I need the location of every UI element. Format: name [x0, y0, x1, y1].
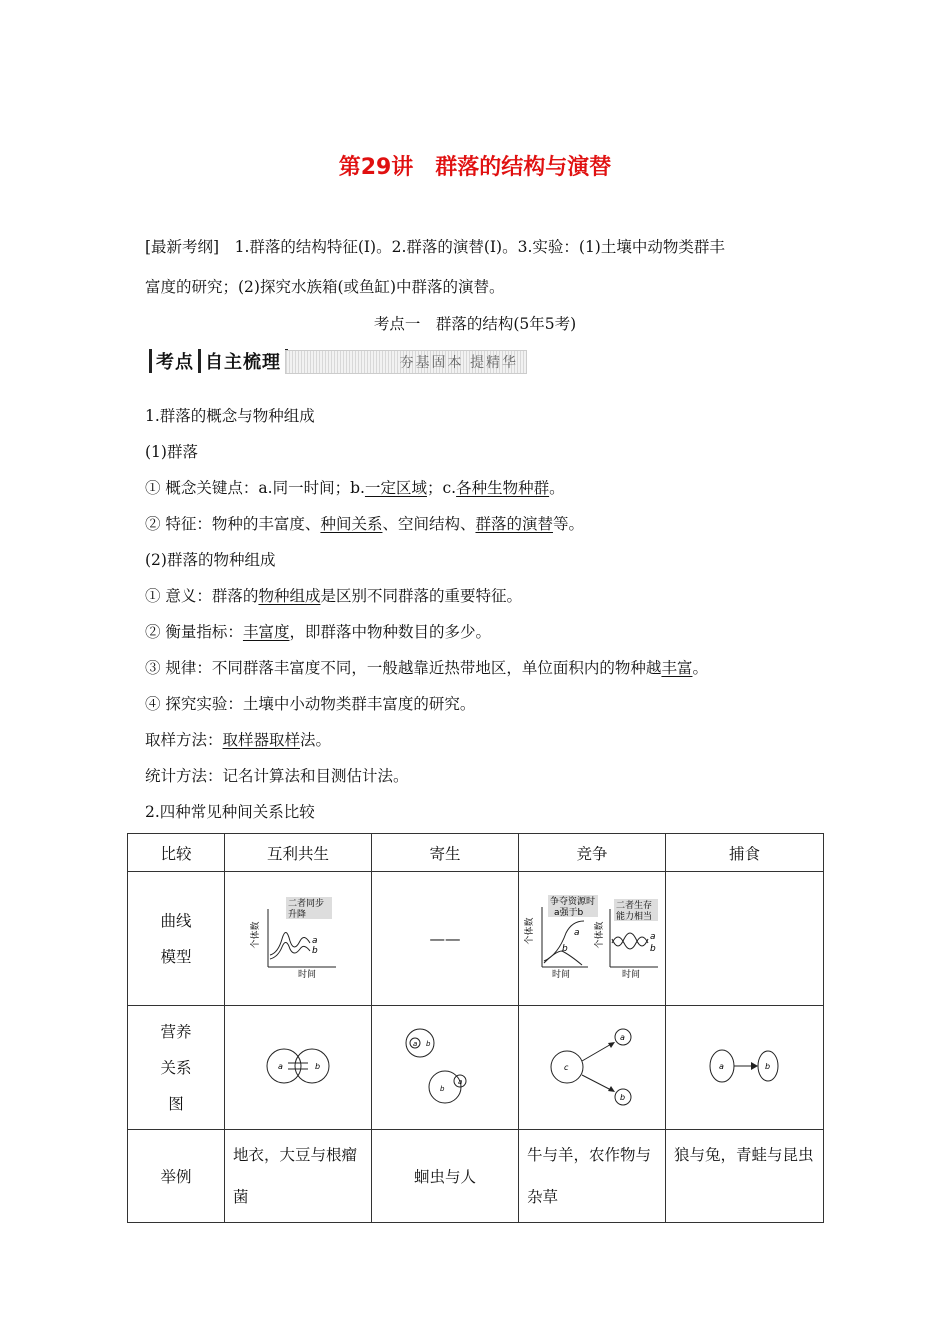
example-parasitism: 蛔虫与人 — [372, 1130, 519, 1223]
table-header-cell: 寄生 — [372, 834, 519, 872]
svg-text:b: b — [562, 943, 568, 954]
outline-line-1: [最新考纲] 1.群落的结构特征(Ⅰ)。2.群落的演替(Ⅰ)。3.实验：(1)土壤中动物类群丰 — [145, 238, 725, 256]
answer-succession: 群落的演替 — [475, 515, 553, 533]
table-header-cell: 竞争 — [519, 834, 666, 872]
experiment-line: ④ 探究实验：土壤中小动物类群丰富度的研究。 — [145, 695, 476, 713]
heading-2: 2.四种常见种间关系比较 — [145, 803, 315, 821]
competition-graph — [519, 872, 666, 1006]
answer-sampler: 取样器取样 — [222, 731, 301, 749]
heading-1-2: (2)群落的物种组成 — [145, 551, 276, 569]
answer-interspecific: 种间关系 — [320, 515, 383, 533]
row-label-example: 举例 — [128, 1130, 225, 1223]
concept-line: ① 概念关键点：a.同一时间；b.一定区域；c.各种生物种群。 — [145, 479, 565, 497]
section-banner — [145, 347, 525, 375]
competition-curve-icon — [522, 895, 662, 979]
heading-1-1: (1)群落 — [145, 443, 198, 461]
svg-text:二者同步: 二者同步 — [288, 898, 325, 909]
table-header-row — [128, 834, 824, 872]
svg-text:c: c — [564, 1062, 569, 1072]
row-label-curve: 曲线 模型 — [128, 872, 225, 1006]
svg-text:时间: 时间 — [298, 969, 317, 979]
competition-web — [519, 1006, 666, 1130]
mutualism-curve-icon — [248, 895, 348, 979]
parasitism-web — [372, 1006, 519, 1130]
table-row-curve — [128, 872, 824, 1006]
answer-richness: 丰富度 — [242, 623, 290, 641]
svg-text:时间: 时间 — [552, 969, 571, 979]
svg-text:a: a — [312, 935, 318, 946]
banner-slogan: 夯基固本 提精华 — [399, 355, 518, 371]
outline-line-2: 富度的研究；(2)探究水族箱(或鱼缸)中群落的演替。 — [145, 278, 505, 296]
page-title: 第29讲 群落的结构与演替 — [338, 155, 612, 180]
svg-text:二者生存: 二者生存 — [616, 900, 653, 911]
svg-text:时间: 时间 — [622, 969, 641, 979]
predation-diagram-icon — [700, 1036, 790, 1096]
mutualism-diagram-icon — [248, 1036, 348, 1096]
table-row-example — [128, 1130, 824, 1223]
section-heading: 考点一 群落的结构(5年5考) — [373, 315, 577, 333]
banner-strip — [285, 350, 527, 374]
svg-text:个体数: 个体数 — [525, 916, 535, 945]
svg-text:个体数: 个体数 — [595, 920, 605, 949]
parasitism-diagram-icon — [390, 1021, 500, 1111]
table-header-cell: 比较 — [128, 834, 225, 872]
sampling-line: 取样方法：取样器取样法。 — [145, 731, 332, 749]
statistics-line: 统计方法：记名计算法和目测估计法。 — [145, 767, 409, 785]
meaning-line: ① 意义：群落的物种组成是区别不同群落的重要特征。 — [145, 587, 522, 605]
answer-composition: 物种组成 — [258, 587, 321, 605]
parasitism-graph: —— — [372, 872, 519, 1006]
svg-text:b: b — [312, 945, 318, 956]
heading-1: 1.群落的概念与物种组成 — [145, 407, 315, 425]
svg-text:a: a — [718, 1061, 724, 1071]
svg-text:a: a — [413, 1039, 418, 1048]
table-header-cell: 互利共生 — [225, 834, 372, 872]
banner-label-b: 自主梳理 — [205, 352, 281, 373]
example-predation: 狼与兔，青蛙与昆虫 — [666, 1130, 824, 1223]
svg-text:b: b — [650, 943, 656, 954]
example-mutualism: 地衣，大豆与根瘤菌 — [225, 1130, 372, 1223]
table-header-cell: 捕食 — [666, 834, 824, 872]
svg-text:能力相当: 能力相当 — [616, 911, 653, 922]
answer-populations: 各种生物种群 — [456, 479, 550, 497]
predation-graph — [666, 872, 824, 1006]
svg-text:a: a — [650, 931, 656, 942]
svg-text:升降: 升降 — [288, 909, 307, 920]
competition-diagram-icon — [537, 1021, 647, 1111]
svg-text:个体数: 个体数 — [251, 920, 261, 949]
svg-text:a: a — [620, 1032, 625, 1042]
svg-text:b: b — [620, 1092, 626, 1102]
feature-line: ② 特征：物种的丰富度、种间关系、空间结构、群落的演替等。 — [145, 515, 584, 533]
table-row-web — [128, 1006, 824, 1130]
svg-text:a: a — [278, 1061, 283, 1071]
answer-region: 一定区域 — [364, 479, 427, 497]
banner-label — [145, 347, 292, 375]
svg-text:争夺资源时: 争夺资源时 — [550, 896, 596, 907]
svg-text:a强于b: a强于b — [554, 907, 584, 918]
svg-text:b: b — [426, 1039, 431, 1048]
example-competition: 牛与羊，农作物与杂草 — [519, 1130, 666, 1223]
index-line: ② 衡量指标：丰富度，即群落中物种数目的多少。 — [145, 623, 491, 641]
banner-label-a: 考点 — [156, 352, 194, 373]
row-label-web: 营养 关系 图 — [128, 1006, 225, 1130]
answer-rich: 丰富 — [661, 659, 693, 677]
svg-text:a: a — [574, 927, 580, 938]
svg-text:b: b — [315, 1061, 321, 1071]
svg-text:b: b — [764, 1061, 770, 1071]
svg-text:b: b — [440, 1084, 445, 1093]
predation-web — [666, 1006, 824, 1130]
svg-text:a: a — [458, 1077, 463, 1086]
relationship-table — [127, 833, 824, 1223]
rule-line: ③ 规律：不同群落丰富度不同，一般越靠近热带地区，单位面积内的物种越丰富。 — [145, 659, 708, 677]
mutualism-graph — [225, 872, 372, 1006]
mutualism-web — [225, 1006, 372, 1130]
